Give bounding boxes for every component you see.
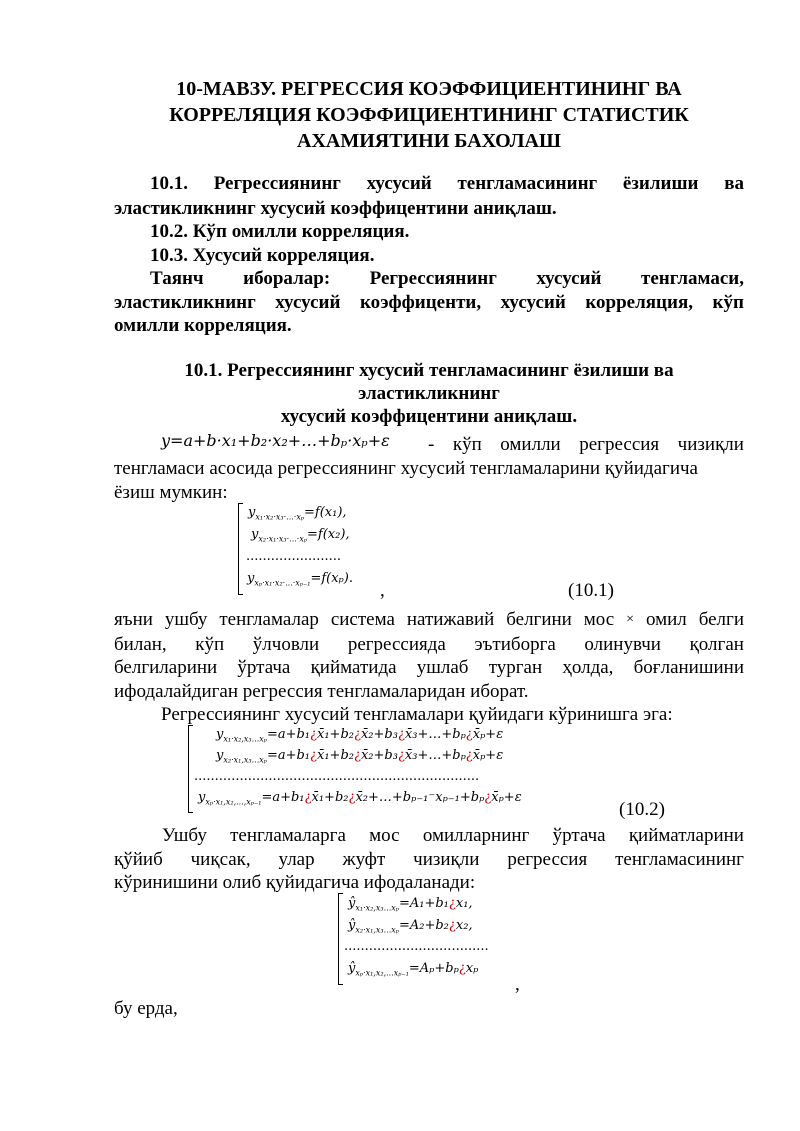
word: Ушбу [162,825,207,846]
word: белги [698,609,744,630]
word: эластикликнинг [114,292,256,313]
punctuation: , [515,974,520,995]
word: ўртача [237,657,291,678]
word: ёзилиши [622,173,699,194]
paragraph-line: тенгламаси асосида регрессиянинг хусусий тенгламаларини қуйидагича [114,458,698,479]
word: қолган [689,634,744,655]
word: Таянч [150,268,204,289]
equation-number: (10.2) [619,799,665,820]
word: омилли [500,434,561,455]
equation-system-10-1: $y_{x_1\cdot x_2\cdot x_3\cdot...\cdot x_p}=f(x_1)$, $y_{x_2\cdot x_1\cdot x_3\cdot...\cdot x_p}=f(x_2)$, ....................... $y_{x_p\cdot x_1\cdot x_2\cdot...\cdot x_{p-1}}=f(x_p)$. [238,503,398,595]
word: Регрессиянинг [369,268,497,289]
paragraph-line: ифодалайдиган регрессия тенгламаларидан иборат. [114,681,529,702]
word: регрессияда [347,634,446,655]
punctuation: , [380,580,385,601]
brace [238,503,244,595]
word: регрессия [507,849,588,870]
plan-item-2: 10.2. Кўп омилли корреляция. [150,221,410,242]
word: ўлчовли [252,634,320,655]
word: ўртача [552,825,606,846]
word: жуфт [342,849,386,870]
word: тенгламалар [219,609,319,630]
word: қийматида [310,657,397,678]
main-regression-equation: y=a+b·x₁+b₂·x₂+…+bₚ·xₚ+ε [161,431,390,450]
word: × [626,612,635,627]
word: кўп [712,292,744,313]
word: чизиқли [677,434,744,455]
paragraph-line: бу ерда, [114,998,178,1019]
paragraph-line [428,432,744,458]
section-heading-line: 10.1. Регрессиянинг хусусий тенгламасининг ёзилиши ва [184,360,674,381]
word: 10.1. [150,173,188,194]
word: чиқсак, [190,849,251,870]
equation-system-paired: $ŷ_{x_1\cdot x_2,x_3...x_p}=A_1+b_1¿x_1$, $ŷ_{x_2\cdot x_1,x_3...x_p}=A_2+b_2¿x_2$, ................................... $ŷ_{x_p\cdot x_1,x_2,...x_{p-1}}=A_p+b_p¿x_p$ [338,893,518,985]
equation-number: (10.1) [568,580,614,601]
paragraph-line: Регрессиянинг хусусий тенгламалари қуйидаги кўринишга эга: [161,704,673,725]
word: хусусий [275,292,341,313]
word: чизиқли [413,849,480,870]
word: ва [724,173,744,194]
word: билан, [114,634,167,655]
word: олинувчи [584,634,661,655]
word: омил [645,609,687,630]
paragraph-line [114,655,744,681]
word: эътиборга [474,634,556,655]
section-heading-line: хусусий коэффицентини аниқлаш. [280,406,578,427]
paragraph-line [114,607,744,633]
word: белгиларини [114,657,218,678]
word: коэффиценти, [359,292,482,313]
word: кўп [452,434,482,455]
word: мос [369,825,400,846]
title-line: КОРРЕЛЯЦИЯ КОЭФФИЦИЕНТИНИНГ СТАТИСТИК [169,104,689,126]
title-line: АХАМИЯТИНИ БАХОЛАШ [297,130,561,152]
word: кўп [195,634,225,655]
keywords-line [150,266,744,292]
word: белгини [506,609,572,630]
word: турган [488,657,543,678]
word: омилларнинг [422,825,530,846]
plan-item-1-cont: эластикликнинг хусусий коэффицентини аниқлаш. [114,198,557,219]
word: корреляция, [585,292,693,313]
word: улар [278,849,315,870]
word: хусусий [500,292,566,313]
keywords-line: омилли корреляция. [114,315,292,336]
section-heading-line: эластикликнинг [358,383,500,404]
word: - [428,434,435,455]
word: система [330,609,395,630]
word: ҳолда, [562,657,614,678]
title-line: 10-МАВЗУ. РЕГРЕССИЯ КОЭФФИЦИЕНТИНИНГ ВА [176,78,682,100]
word: Регрессиянинг [213,173,341,194]
word: яъни [114,609,153,630]
word: тенгламасининг [615,849,744,870]
word: хусусий [366,173,432,194]
word: регрессия [579,434,660,455]
word: тенгламасининг [457,173,598,194]
word: иборалар: [243,268,331,289]
word: тенгламаларга [230,825,346,846]
paragraph-line: кўринишини олиб қуйидагича ифодаланади: [114,872,476,893]
word: боғланишини [633,657,744,678]
equation-system-10-2: $y_{x_1\cdot x_2,x_3...x_p}=a+b_1¿x̄_1+b_2¿x̄_2+b_3¿x̄_3+\dots+b_p¿x̄_p+\varepsilon$ $y_{x_2\cdot x_1,x_3...x_p}=a+b_1¿x̄_1+b_2¿x̄_2+b_3¿x̄_3+\dots+b_p¿x̄_p+\varepsilon$ ..................................................................... $y_{x_p\cdot x_1,x_2,...,x_{p-1}}=a+b_1¿x̄_1+b_2¿x̄_2+\dots+b_{p-1}^-x_{p-1}+b_p¿x̄_p+\varepsilon$ [188,725,578,813]
paragraph-line [162,823,744,849]
plan-item-3: 10.3. Хусусий корреляция. [150,245,375,266]
word: қийматларини [628,825,744,846]
word: ушбу [164,609,208,630]
word: хусусий [536,268,602,289]
plan-item-1 [150,171,744,197]
word: қўйиб [114,849,163,870]
page-title [113,76,745,154]
word: мос [583,609,615,630]
word: ушлаб [416,657,469,678]
word: натижавий [406,609,495,630]
word: тенгламаси, [640,268,744,289]
paragraph-line: ёзиш мумкин: [114,482,228,503]
